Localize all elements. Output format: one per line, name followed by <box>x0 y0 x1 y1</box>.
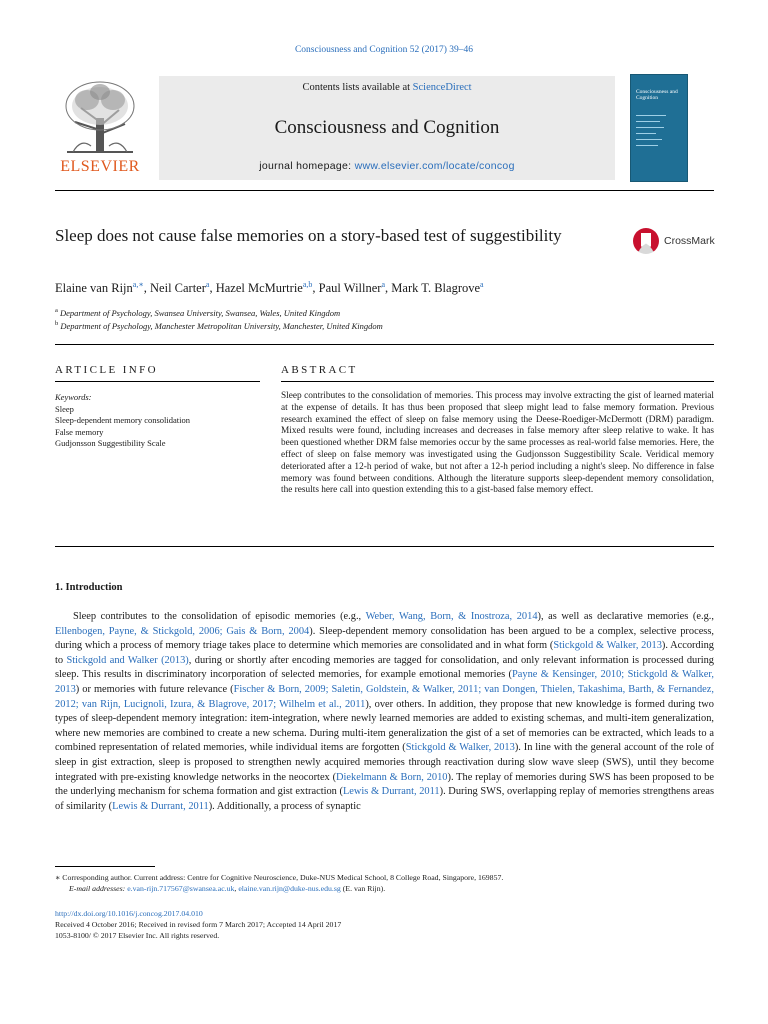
author-list: Elaine van Rijn$^{a,∗}$, Neil Carter$^a$, Hazel McMurtrie$^{a,b}$, Paul Willner$^a$, Mark T. Blagrove$^a$ <box>55 280 484 296</box>
citation-link[interactable]: Lewis & Durrant, 2011 <box>342 786 440 798</box>
homepage-link[interactable]: www.elsevier.com/locate/concog <box>354 160 515 172</box>
cover-line <box>636 133 656 134</box>
intro-text: ), as well as declarative memories (e.g., <box>537 611 714 622</box>
abstract-heading: ABSTRACT <box>281 364 358 376</box>
intro-paragraph <box>55 610 714 814</box>
section-rule <box>55 344 714 345</box>
journal-title: Consciousness and Cognition <box>274 117 500 138</box>
affiliation <box>55 307 340 318</box>
author-name[interactable]: Mark T. Blagrove <box>391 281 481 296</box>
cover-line <box>636 115 666 116</box>
publication-info <box>55 908 714 941</box>
footnote-rule <box>55 866 155 867</box>
author-affiliation-mark[interactable]: a,b <box>302 280 313 289</box>
abstract-rule <box>281 381 714 382</box>
journal-cover-thumbnail[interactable] <box>630 74 688 182</box>
author-name[interactable]: Paul Willner <box>318 281 382 296</box>
author-affiliation-mark[interactable]: a <box>381 280 386 289</box>
sciencedirect-link[interactable]: ScienceDirect <box>412 82 472 93</box>
elsevier-tree-icon <box>61 78 139 154</box>
intro-text: ). According to <box>55 640 714 666</box>
citation-link[interactable]: Payne & Kensinger, 2010; Stickgold & Walker, 2013 <box>55 669 715 695</box>
intro-text: ). Additionally, a process of synaptic <box>208 800 361 812</box>
article-info-heading: ARTICLE INFO <box>55 364 158 376</box>
keywords-block <box>55 392 260 450</box>
author-affiliation-mark[interactable]: a,∗ <box>132 280 144 289</box>
publisher-name: ELSEVIER <box>60 158 140 175</box>
intro-text: , during or shortly after encoding memories are tagged for consolidation, and only relevant information is processed during sleep. This results in discriminatory incorporation of selected memories, for example emotional memories ( <box>55 654 714 681</box>
affiliation <box>55 320 383 331</box>
keyword: Gudjonsson Suggestibility Scale <box>55 438 166 448</box>
email-suffix: (E. van Rijn). <box>340 884 386 893</box>
crossmark-button[interactable] <box>633 228 723 256</box>
email-label: E-mail addresses: <box>69 884 128 893</box>
citation-link[interactable]: Ellenbogen, Payne, & Stickgold, 2006; Gais & Born, 2004 <box>55 625 310 637</box>
email-note <box>55 883 714 894</box>
intro-text: Sleep contributes to the consolidation of episodic memories (e.g., <box>73 611 366 622</box>
abstract-end-rule <box>55 546 714 547</box>
citation-link[interactable]: Diekelmann & Born, 2010 <box>336 771 448 783</box>
cover-line <box>636 121 660 122</box>
article-info-rule <box>55 381 260 382</box>
intro-text: ). The replay of memories during SWS has been proposed to be the underlying mechanism for schema formation and gist extraction ( <box>55 771 714 798</box>
email-link[interactable]: e.van-rijn.717567@swansea.ac.uk <box>127 884 235 893</box>
citation-link[interactable]: Lewis & Durrant, 2011 <box>112 800 209 812</box>
intro-text: ) or memories with future relevance ( <box>75 683 234 695</box>
homepage-prefix: journal homepage: <box>259 160 355 172</box>
affiliation-text: Department of Psychology, Manchester Metropolitan University, Manchester, United Kingdom <box>60 320 383 331</box>
keyword: False memory <box>55 426 104 437</box>
intro-text: ). During SWS, overlapping replay of memories strengthens areas of similarity ( <box>55 786 714 812</box>
journal-masthead <box>55 72 714 184</box>
header-rule <box>55 190 714 191</box>
affiliation-mark: b <box>55 320 59 327</box>
crossmark-label: CrossMark <box>664 235 715 247</box>
copyright-notice: 1053-8100/ © 2017 Elsevier Inc. All rights reserved. <box>55 931 220 940</box>
article-title: Sleep does not cause false memories on a story-based test of suggestibility <box>55 226 562 245</box>
affiliation-mark: a <box>55 307 58 314</box>
author-name[interactable]: Neil Carter <box>150 281 206 296</box>
doi-link[interactable]: http://dx.doi.org/10.1016/j.concog.2017.04.010 <box>55 909 203 918</box>
author-name[interactable]: Hazel McMurtrie <box>215 281 303 296</box>
author-affiliation-mark[interactable]: a <box>480 280 484 289</box>
abstract-text: Sleep contributes to the consolidation of memories. This process may involve extracting the gist of learned material at the expense of details. It has thus been proposed that sleep might lead to false memory formation. Previous research examined the effect of sleep on false memory using the Deese-Roediger-McDermott (DRM) paradigm. Mixed results were found, including increases and decreases in false memory after sleep relative to wake. It has been questioned whether DRM false memories occur by the same processes as real-world false memories. Here, the effect of sleep on false memory was investigated using the Gudjonsson Suggestibility Scale. Veridical memory deteriorated after a 12-h period of wake, but not after a 12-h period including a night's sleep. No difference in false memory was found between conditions. Although the literature supports sleep-dependent memory consolidation, the results here call into question extending this to a gist-based false memory effect. <box>281 391 714 496</box>
cover-line <box>636 127 664 128</box>
citation-link[interactable]: Fischer & Born, 2009; Saletin, Goldstein, & Walker, 2011; van Dongen, Thielen, Takashima, Barth, & Fernandez, 2012; van Rijn, Lucignoli, Izura, & Blagrove, 2017; Wilhelm et al., 2011 <box>55 683 715 710</box>
crossmark-icon <box>633 228 659 254</box>
journal-banner <box>159 76 615 180</box>
intro-text: ), over others. In addition, they propose that new knowledge is formed during two types of sleep-dependent memory integration: item-integration, where newly learned memories are added to existing schemas, and multi-item generalization, where new memories are combined to create a new schema. During multi-item generalization the gist of a set of memories can be extracted, which leads to a combined representation of related memories, while individual items are forgotten ( <box>55 698 714 754</box>
keywords-label: Keywords: <box>55 392 92 402</box>
keyword: Sleep <box>55 403 74 414</box>
intro-heading: 1. Introduction <box>55 582 123 593</box>
corresponding-author-note: ∗ Corresponding author. Current address: Centre for Cognitive Neuroscience, Duke-NUS Medical School, 8 College Road, Singapore, 169857. <box>55 873 504 882</box>
contents-prefix: Contents lists available at <box>302 82 413 93</box>
email-link[interactable]: elaine.van.rijn@duke-nus.edu.sg <box>238 884 341 893</box>
intro-text: ). In line with the general account of the role of sleep in gist extraction, sleep is proposed to strengthen newly acquired memories through reactivation during slow wave sleep (SWS), until they become integrated with pre-existing knowledge networks in the neocortex ( <box>55 742 715 783</box>
received-dates: Received 4 October 2016; Received in revised form 7 March 2017; Accepted 14 April 2017 <box>55 920 342 929</box>
cover-title: Consciousness and Cognition <box>636 89 678 101</box>
email-separator: , <box>234 884 239 893</box>
citation-link[interactable]: Stickgold & Walker, 2013 <box>553 640 662 652</box>
citation-link[interactable]: Stickgold and Walker (2013) <box>66 654 189 666</box>
keyword: Sleep-dependent memory consolidation <box>55 415 191 425</box>
citation-link[interactable]: Weber, Wang, Born, & Inostroza, 2014 <box>365 611 538 622</box>
author-affiliation-mark[interactable]: a <box>205 280 210 289</box>
journal-citation[interactable]: Consciousness and Cognition 52 (2017) 39–46 <box>294 45 474 55</box>
author-name[interactable]: Elaine van Rijn <box>55 281 133 296</box>
citation-link[interactable]: Stickgold & Walker, 2013 <box>405 742 515 754</box>
affiliation-text: Department of Psychology, Swansea University, Swansea, Wales, United Kingdom <box>60 307 341 318</box>
elsevier-logo[interactable] <box>55 78 145 178</box>
contents-line <box>159 82 615 93</box>
journal-homepage <box>159 160 615 172</box>
cover-line <box>636 139 662 140</box>
intro-text: ). Sleep-dependent memory consolidation has been argued to be a complex, selective process, during which a process of memory triage takes place to determine which memories are consolidated and in what form ( <box>55 625 714 652</box>
cover-line <box>636 145 658 146</box>
